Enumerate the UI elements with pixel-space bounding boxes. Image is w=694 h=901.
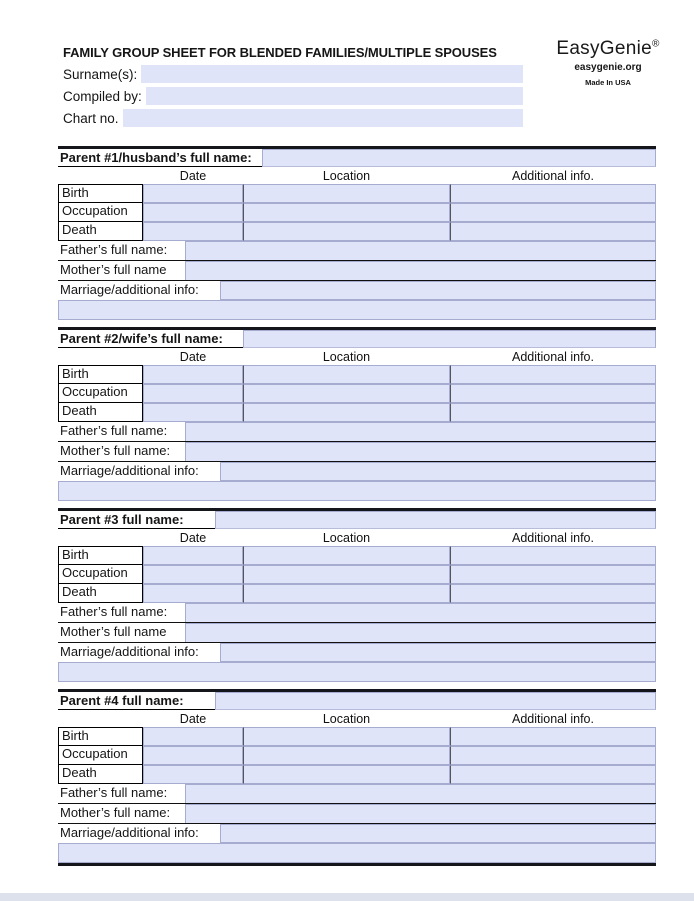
column-header-date: Date bbox=[179, 711, 207, 726]
death-date-input[interactable] bbox=[143, 584, 243, 603]
birth-additional-info-input[interactable] bbox=[450, 184, 656, 203]
occupation-date-input[interactable] bbox=[143, 203, 243, 222]
parent-name-input[interactable] bbox=[262, 149, 656, 167]
row-label-birth: Birth bbox=[58, 727, 143, 746]
occupation-date-input[interactable] bbox=[143, 565, 243, 584]
row-label-birth: Birth bbox=[58, 365, 143, 384]
birth-date-input[interactable] bbox=[143, 184, 243, 203]
marriage-info-input[interactable] bbox=[220, 281, 656, 300]
column-header-location: Location bbox=[322, 168, 371, 183]
marriage-row bbox=[58, 462, 656, 481]
parent-section bbox=[58, 689, 656, 866]
marriage-info-input[interactable] bbox=[220, 643, 656, 662]
occupation-location-input[interactable] bbox=[243, 565, 450, 584]
marriage-label: Marriage/additional info: bbox=[58, 643, 220, 662]
mother-name-input[interactable] bbox=[185, 804, 656, 823]
occupation-location-input[interactable] bbox=[243, 746, 450, 765]
death-additional-info-input[interactable] bbox=[450, 584, 656, 603]
birth-additional-info-input[interactable] bbox=[450, 727, 656, 746]
marriage-info-extra-input[interactable] bbox=[58, 662, 656, 682]
column-header-location: Location bbox=[322, 530, 371, 545]
occupation-additional-info-input[interactable] bbox=[450, 746, 656, 765]
death-date-input[interactable] bbox=[143, 222, 243, 241]
death-location-input[interactable] bbox=[243, 584, 450, 603]
death-additional-info-input[interactable] bbox=[450, 403, 656, 422]
parent-name-input[interactable] bbox=[215, 692, 656, 710]
marriage-label: Marriage/additional info: bbox=[58, 824, 220, 843]
section-title: Parent #2/wife’s full name: bbox=[58, 330, 243, 348]
brand-block bbox=[534, 38, 682, 87]
row-label-occupation: Occupation bbox=[58, 384, 143, 403]
made-in-usa-label: Made In USA bbox=[585, 78, 631, 87]
row-label-birth: Birth bbox=[58, 184, 143, 203]
occupation-location-input[interactable] bbox=[243, 203, 450, 222]
father-name-input[interactable] bbox=[185, 784, 656, 803]
parent-section bbox=[58, 146, 656, 320]
mother-label: Mother’s full name bbox=[58, 261, 185, 280]
events-grid bbox=[58, 546, 656, 603]
row-label-birth: Birth bbox=[58, 546, 143, 565]
mother-label: Mother’s full name: bbox=[58, 442, 185, 461]
brand-website: easygenie.org bbox=[574, 62, 642, 73]
events-grid bbox=[58, 184, 656, 241]
surname-row bbox=[63, 65, 523, 83]
occupation-additional-info-input[interactable] bbox=[450, 565, 656, 584]
father-name-input[interactable] bbox=[185, 422, 656, 441]
parent-sections bbox=[58, 146, 656, 866]
occupation-additional-info-input[interactable] bbox=[450, 203, 656, 222]
compiled-by-input[interactable] bbox=[146, 87, 523, 105]
chart-no-row bbox=[63, 109, 523, 127]
section-title: Parent #4 full name: bbox=[58, 692, 215, 710]
birth-date-input[interactable] bbox=[143, 365, 243, 384]
row-label-occupation: Occupation bbox=[58, 746, 143, 765]
father-row bbox=[58, 241, 656, 261]
surname-input[interactable] bbox=[141, 65, 523, 83]
section-title: Parent #1/husband’s full name: bbox=[58, 149, 262, 167]
brand-name-text: EasyGenie bbox=[556, 38, 652, 59]
mother-name-input[interactable] bbox=[185, 261, 656, 280]
mother-name-input[interactable] bbox=[185, 442, 656, 461]
marriage-info-extra-input[interactable] bbox=[58, 843, 656, 863]
father-label: Father’s full name: bbox=[58, 603, 185, 622]
section-title-row bbox=[58, 511, 656, 529]
marriage-info-input[interactable] bbox=[220, 824, 656, 843]
surname-label: Surname(s): bbox=[63, 66, 138, 82]
occupation-date-input[interactable] bbox=[143, 746, 243, 765]
father-label: Father’s full name: bbox=[58, 784, 185, 803]
page-header bbox=[0, 0, 694, 127]
father-row bbox=[58, 603, 656, 623]
page-bottom-strip bbox=[0, 893, 694, 901]
death-date-input[interactable] bbox=[143, 765, 243, 784]
mother-label: Mother’s full name: bbox=[58, 804, 185, 823]
birth-additional-info-input[interactable] bbox=[450, 546, 656, 565]
column-header-additional-info: Additional info. bbox=[511, 168, 594, 183]
section-title: Parent #3 full name: bbox=[58, 511, 215, 529]
events-grid bbox=[58, 365, 656, 422]
mother-row bbox=[58, 442, 656, 462]
mother-name-input[interactable] bbox=[185, 623, 656, 642]
occupation-additional-info-input[interactable] bbox=[450, 384, 656, 403]
column-header-location: Location bbox=[322, 711, 371, 726]
death-additional-info-input[interactable] bbox=[450, 765, 656, 784]
mother-label: Mother’s full name bbox=[58, 623, 185, 642]
column-header-row bbox=[58, 167, 656, 184]
marriage-label: Marriage/additional info: bbox=[58, 462, 220, 481]
column-header-additional-info: Additional info. bbox=[511, 349, 594, 364]
father-label: Father’s full name: bbox=[58, 241, 185, 260]
marriage-info-input[interactable] bbox=[220, 462, 656, 481]
birth-location-input[interactable] bbox=[243, 727, 450, 746]
row-label-death: Death bbox=[58, 584, 143, 603]
parent-name-input[interactable] bbox=[243, 330, 656, 348]
page-title: FAMILY GROUP SHEET FOR BLENDED FAMILIES/MULTIPLE SPOUSES bbox=[63, 45, 497, 60]
birth-additional-info-input[interactable] bbox=[450, 365, 656, 384]
row-label-death: Death bbox=[58, 403, 143, 422]
occupation-date-input[interactable] bbox=[143, 384, 243, 403]
section-title-row bbox=[58, 149, 656, 167]
death-location-input[interactable] bbox=[243, 222, 450, 241]
parent-section bbox=[58, 508, 656, 682]
section-title-row bbox=[58, 692, 656, 710]
parent-section bbox=[58, 327, 656, 501]
brand-logo bbox=[534, 38, 682, 60]
marriage-row bbox=[58, 281, 656, 300]
birth-location-input[interactable] bbox=[243, 546, 450, 565]
marriage-label: Marriage/additional info: bbox=[58, 281, 220, 300]
death-additional-info-input[interactable] bbox=[450, 222, 656, 241]
registered-trademark: ® bbox=[651, 38, 660, 50]
mother-row bbox=[58, 804, 656, 824]
parent-name-input[interactable] bbox=[215, 511, 656, 529]
father-name-input[interactable] bbox=[185, 603, 656, 622]
birth-date-input[interactable] bbox=[143, 727, 243, 746]
occupation-location-input[interactable] bbox=[243, 384, 450, 403]
column-header-row bbox=[58, 348, 656, 365]
chart-no-input[interactable] bbox=[123, 109, 523, 127]
death-location-input[interactable] bbox=[243, 765, 450, 784]
column-header-additional-info: Additional info. bbox=[511, 711, 594, 726]
birth-location-input[interactable] bbox=[243, 365, 450, 384]
header-fields bbox=[63, 65, 523, 127]
father-row bbox=[58, 422, 656, 442]
marriage-info-extra-input[interactable] bbox=[58, 300, 656, 320]
chart-no-label: Chart no. bbox=[63, 110, 119, 126]
father-row bbox=[58, 784, 656, 804]
mother-row bbox=[58, 261, 656, 281]
birth-location-input[interactable] bbox=[243, 184, 450, 203]
section-title-row bbox=[58, 330, 656, 348]
column-header-row bbox=[58, 710, 656, 727]
marriage-row bbox=[58, 643, 656, 662]
father-name-input[interactable] bbox=[185, 241, 656, 260]
column-header-date: Date bbox=[179, 349, 207, 364]
mother-row bbox=[58, 623, 656, 643]
column-header-date: Date bbox=[179, 530, 207, 545]
column-header-date: Date bbox=[179, 168, 207, 183]
column-header-location: Location bbox=[322, 349, 371, 364]
row-label-death: Death bbox=[58, 222, 143, 241]
row-label-occupation: Occupation bbox=[58, 203, 143, 222]
marriage-row bbox=[58, 824, 656, 843]
death-location-input[interactable] bbox=[243, 403, 450, 422]
column-header-additional-info: Additional info. bbox=[511, 530, 594, 545]
row-label-occupation: Occupation bbox=[58, 565, 143, 584]
column-header-row bbox=[58, 529, 656, 546]
compiled-by-row bbox=[63, 87, 523, 105]
compiled-by-label: Compiled by: bbox=[63, 88, 142, 104]
death-date-input[interactable] bbox=[143, 403, 243, 422]
father-label: Father’s full name: bbox=[58, 422, 185, 441]
row-label-death: Death bbox=[58, 765, 143, 784]
marriage-info-extra-input[interactable] bbox=[58, 481, 656, 501]
birth-date-input[interactable] bbox=[143, 546, 243, 565]
events-grid bbox=[58, 727, 656, 784]
